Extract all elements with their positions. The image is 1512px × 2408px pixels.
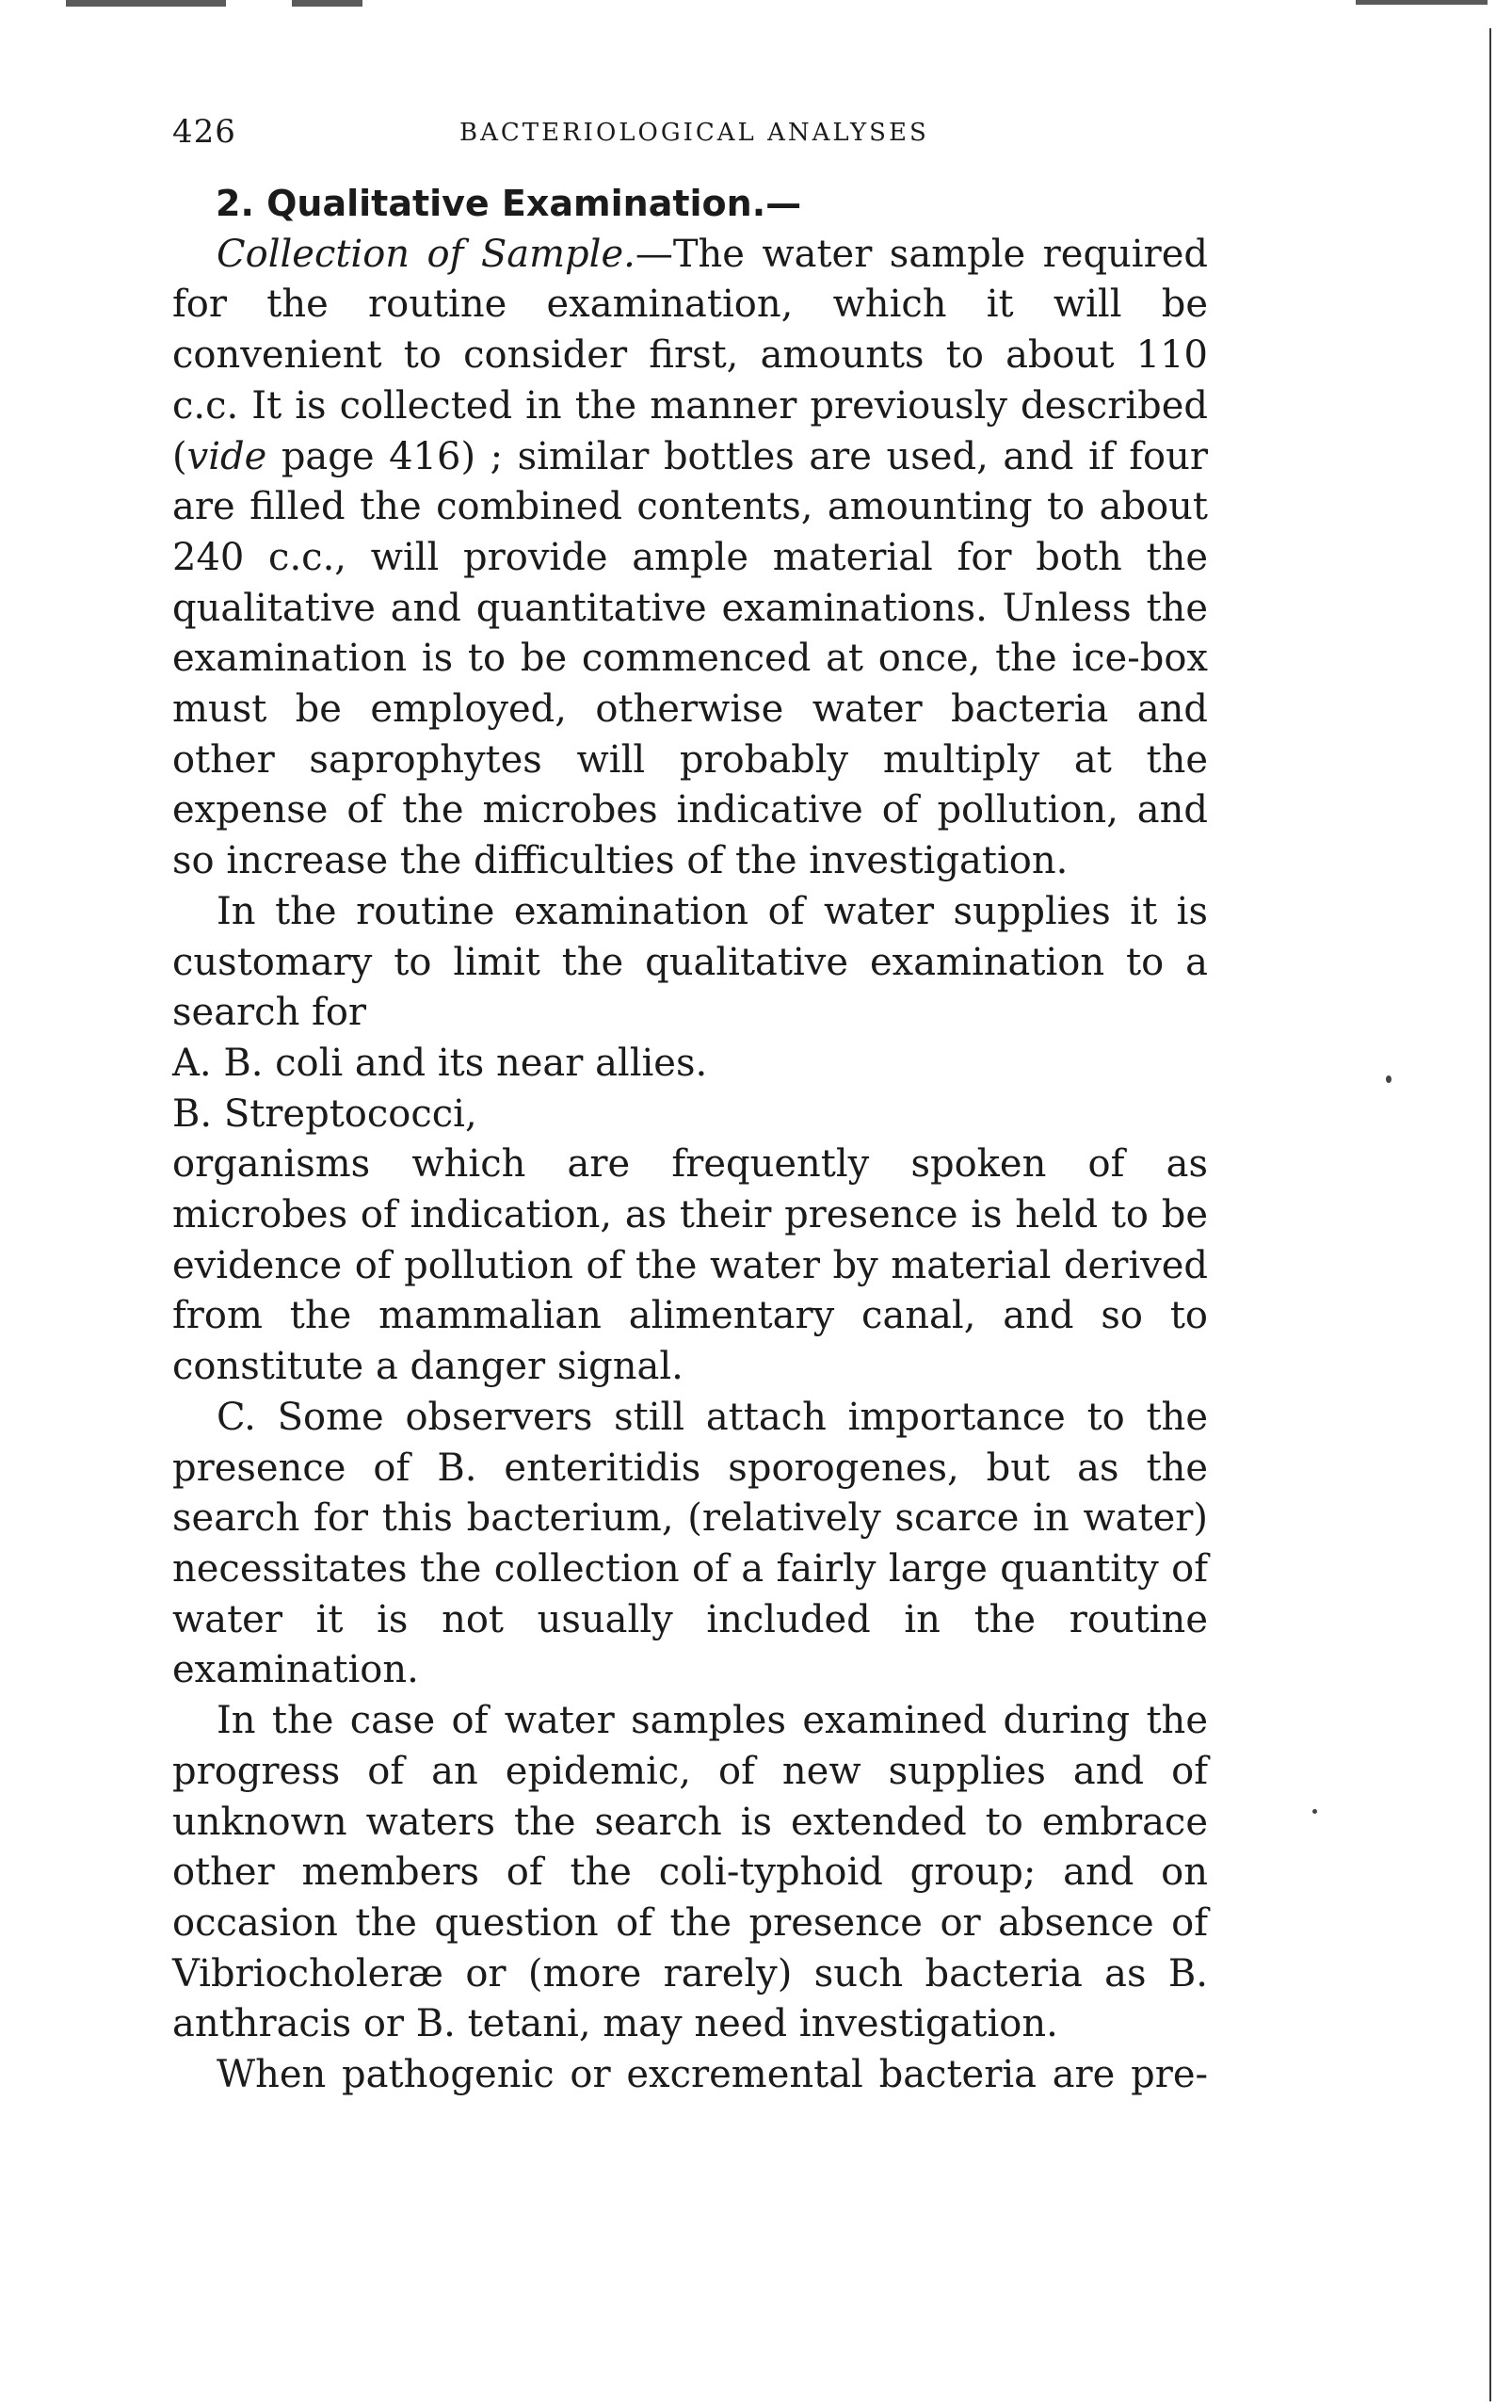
scan-speck xyxy=(1312,1809,1317,1814)
scan-speck xyxy=(1386,1075,1391,1083)
paragraph-routine-examination: In the routine examination of water supplies it is customary to limit the qualitative examination to a search for xyxy=(172,889,1208,1035)
scan-artifact-top-mid xyxy=(292,0,362,7)
vide-word: vide xyxy=(186,434,267,478)
scan-artifact-top-right xyxy=(1356,0,1488,5)
list-item-a: A. B. coli and its near allies. xyxy=(172,1041,708,1085)
scan-artifact-top-left xyxy=(66,0,226,7)
page-number: 426 xyxy=(172,113,236,151)
running-head: BACTERIOLOGICAL ANALYSES xyxy=(459,119,929,147)
section-title: 2. Qualitative Examination.— xyxy=(216,183,802,224)
paragraph-epidemic: In the case of water samples examined during the progress of an epidemic, of new supplies and of unknown waters the search is extended to embrace other members of the coli-typhoid group; and on occasion the question of the presence or absence of Vibriocholeræ or (more rarely) such bacteria as B. anthracis or B. tetani, may need investigation. xyxy=(172,1699,1208,2046)
paragraph-collection-of-sample xyxy=(172,230,1208,887)
page-edge-line xyxy=(1489,28,1491,2401)
collection-of-sample-label: Collection of Sample. xyxy=(217,232,635,276)
page-header xyxy=(172,105,954,162)
paragraph-text: —The water sample required for the routine examination, which it will be convenient to consider first, amounts to about 110 c.c. It is collected in the manner previously described ( xyxy=(172,232,1208,478)
paragraph-text: page 416) ; similar bottles are used, and if four are filled the combined contents, amounting to about 240 c.c., will provide ample material for both the qualitative and quantitative examinations. Unless the examination is to be commenced at once, the ice-box must be employed, otherwise water bacteria and other saprophytes will probably multiply at the expense of the microbes indicative of pollution, and so increase the difficulties of the investigation. xyxy=(172,434,1208,883)
list-item-b: B. Streptococci, xyxy=(172,1091,477,1136)
paragraph-item-c: C. Some observers still attach importance to the presence of B. enteritidis sporogenes, but as the search for this bacterium, (relatively scarce in water) necessitates the collection of a fairly large quantity of water it is not usually included in the routine examination. xyxy=(172,1395,1208,1692)
paragraph-pathogenic: When pathogenic or excremental bacteria are pre- xyxy=(217,2053,1208,2097)
paragraph-organisms: organisms which are frequently spoken of as microbes of indication, as their presence is held to be evidence of pollution of the water by material derived from the mammalian alimentary canal, and so to constitute a danger signal. xyxy=(172,1142,1208,1389)
body-text xyxy=(172,179,1208,2101)
